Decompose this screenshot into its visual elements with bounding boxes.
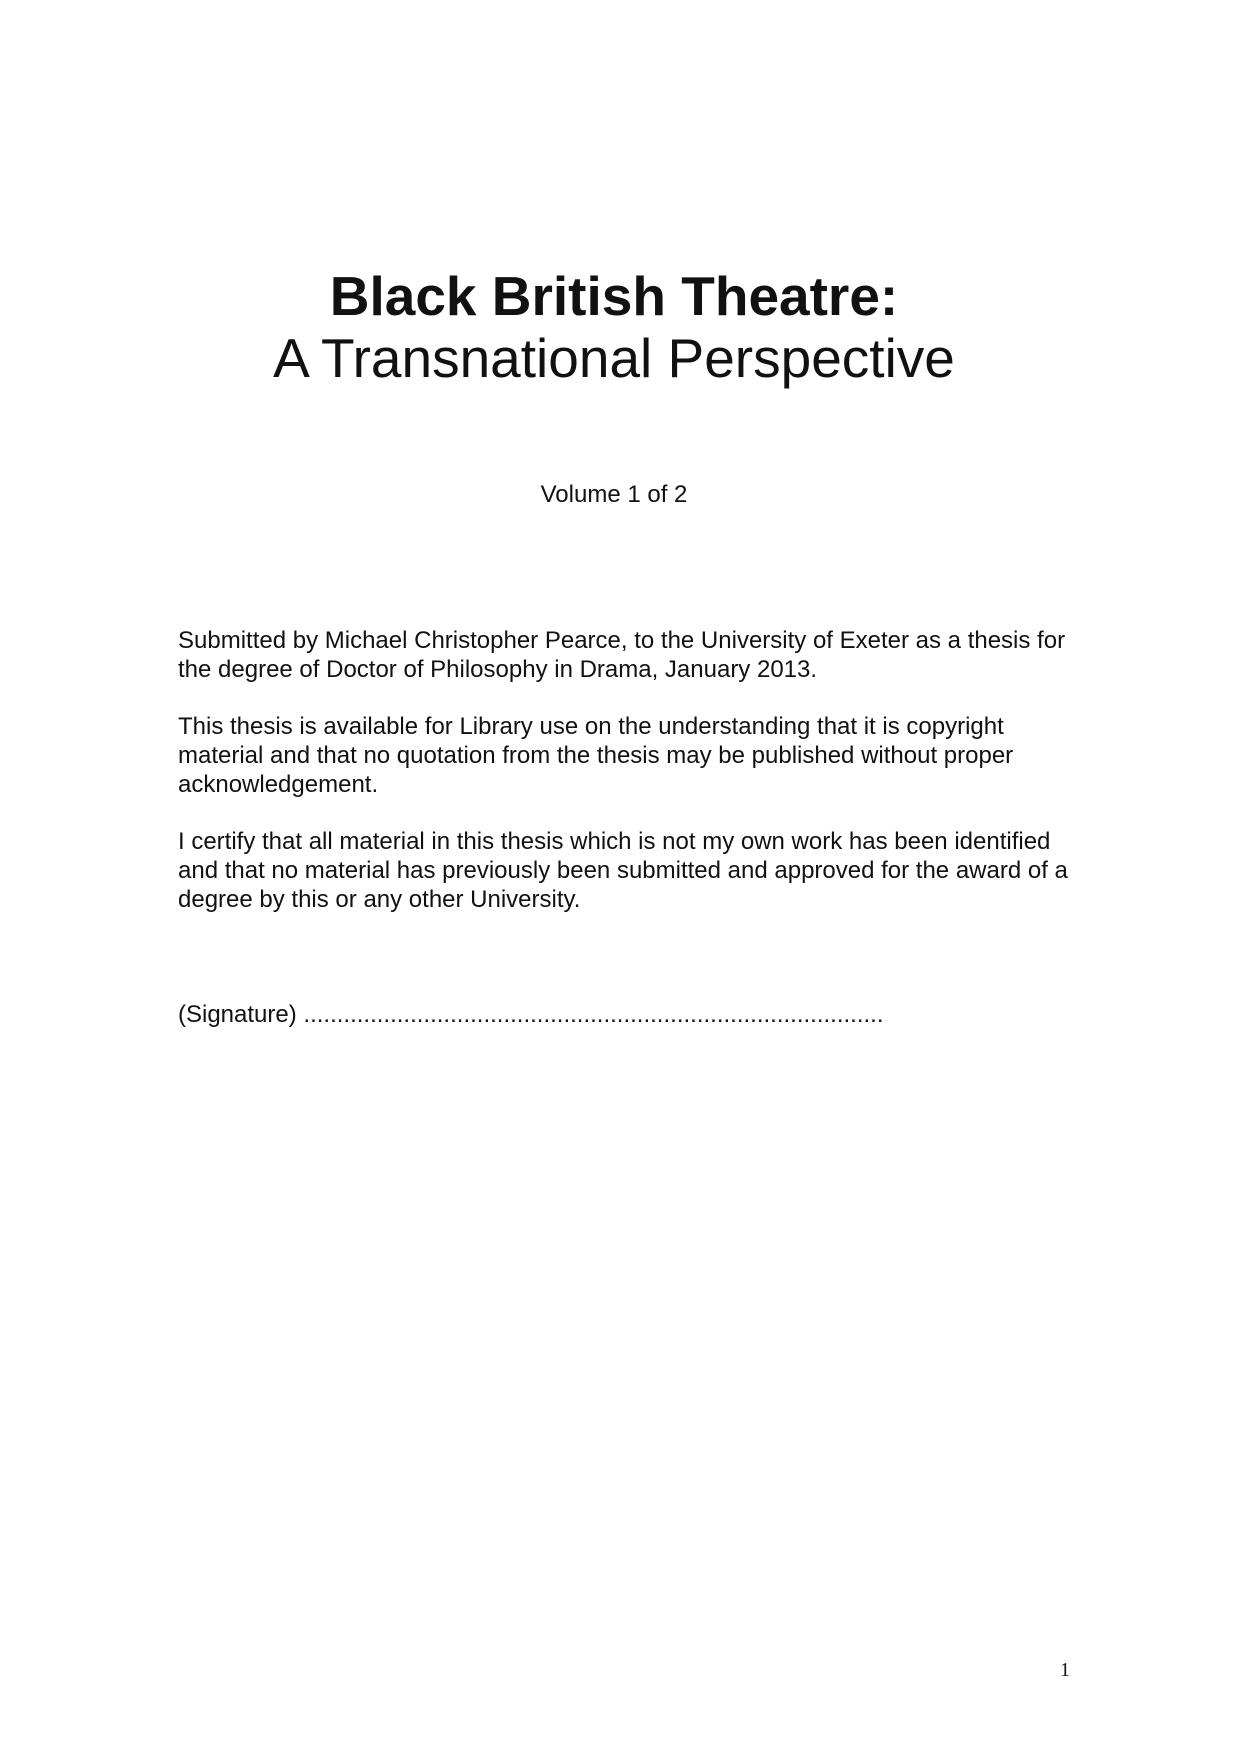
signature-line [178,1000,1078,1030]
page-title: Black British Theatre: [329,265,899,327]
page-number: 1 [1060,1659,1070,1681]
signature-label: (Signature) [178,1001,297,1028]
volume-label [0,480,1240,510]
submission-statement: Submitted by Michael Christopher Pearce, to the University of Exeter as a thesis for the degree of Doctor of Philosophy in Drama, January 2013. [178,627,1066,683]
volume-text: Volume 1 of 2 [540,481,688,508]
signature-dots: ....................................................................................... [303,1001,884,1028]
title-block [0,265,1240,389]
copyright-statement: This thesis is available for Library use on the understanding that it is copyright material and that no quotation from the thesis may be published without proper acknowledgement. [178,713,1014,798]
page-subtitle: A Transnational Perspective [273,327,955,389]
certification-statement: I certify that all material in this thesis which is not my own work has been identified and that no material has previously been submitted and approved for the award of a degree by this or any other University. [178,828,1068,913]
